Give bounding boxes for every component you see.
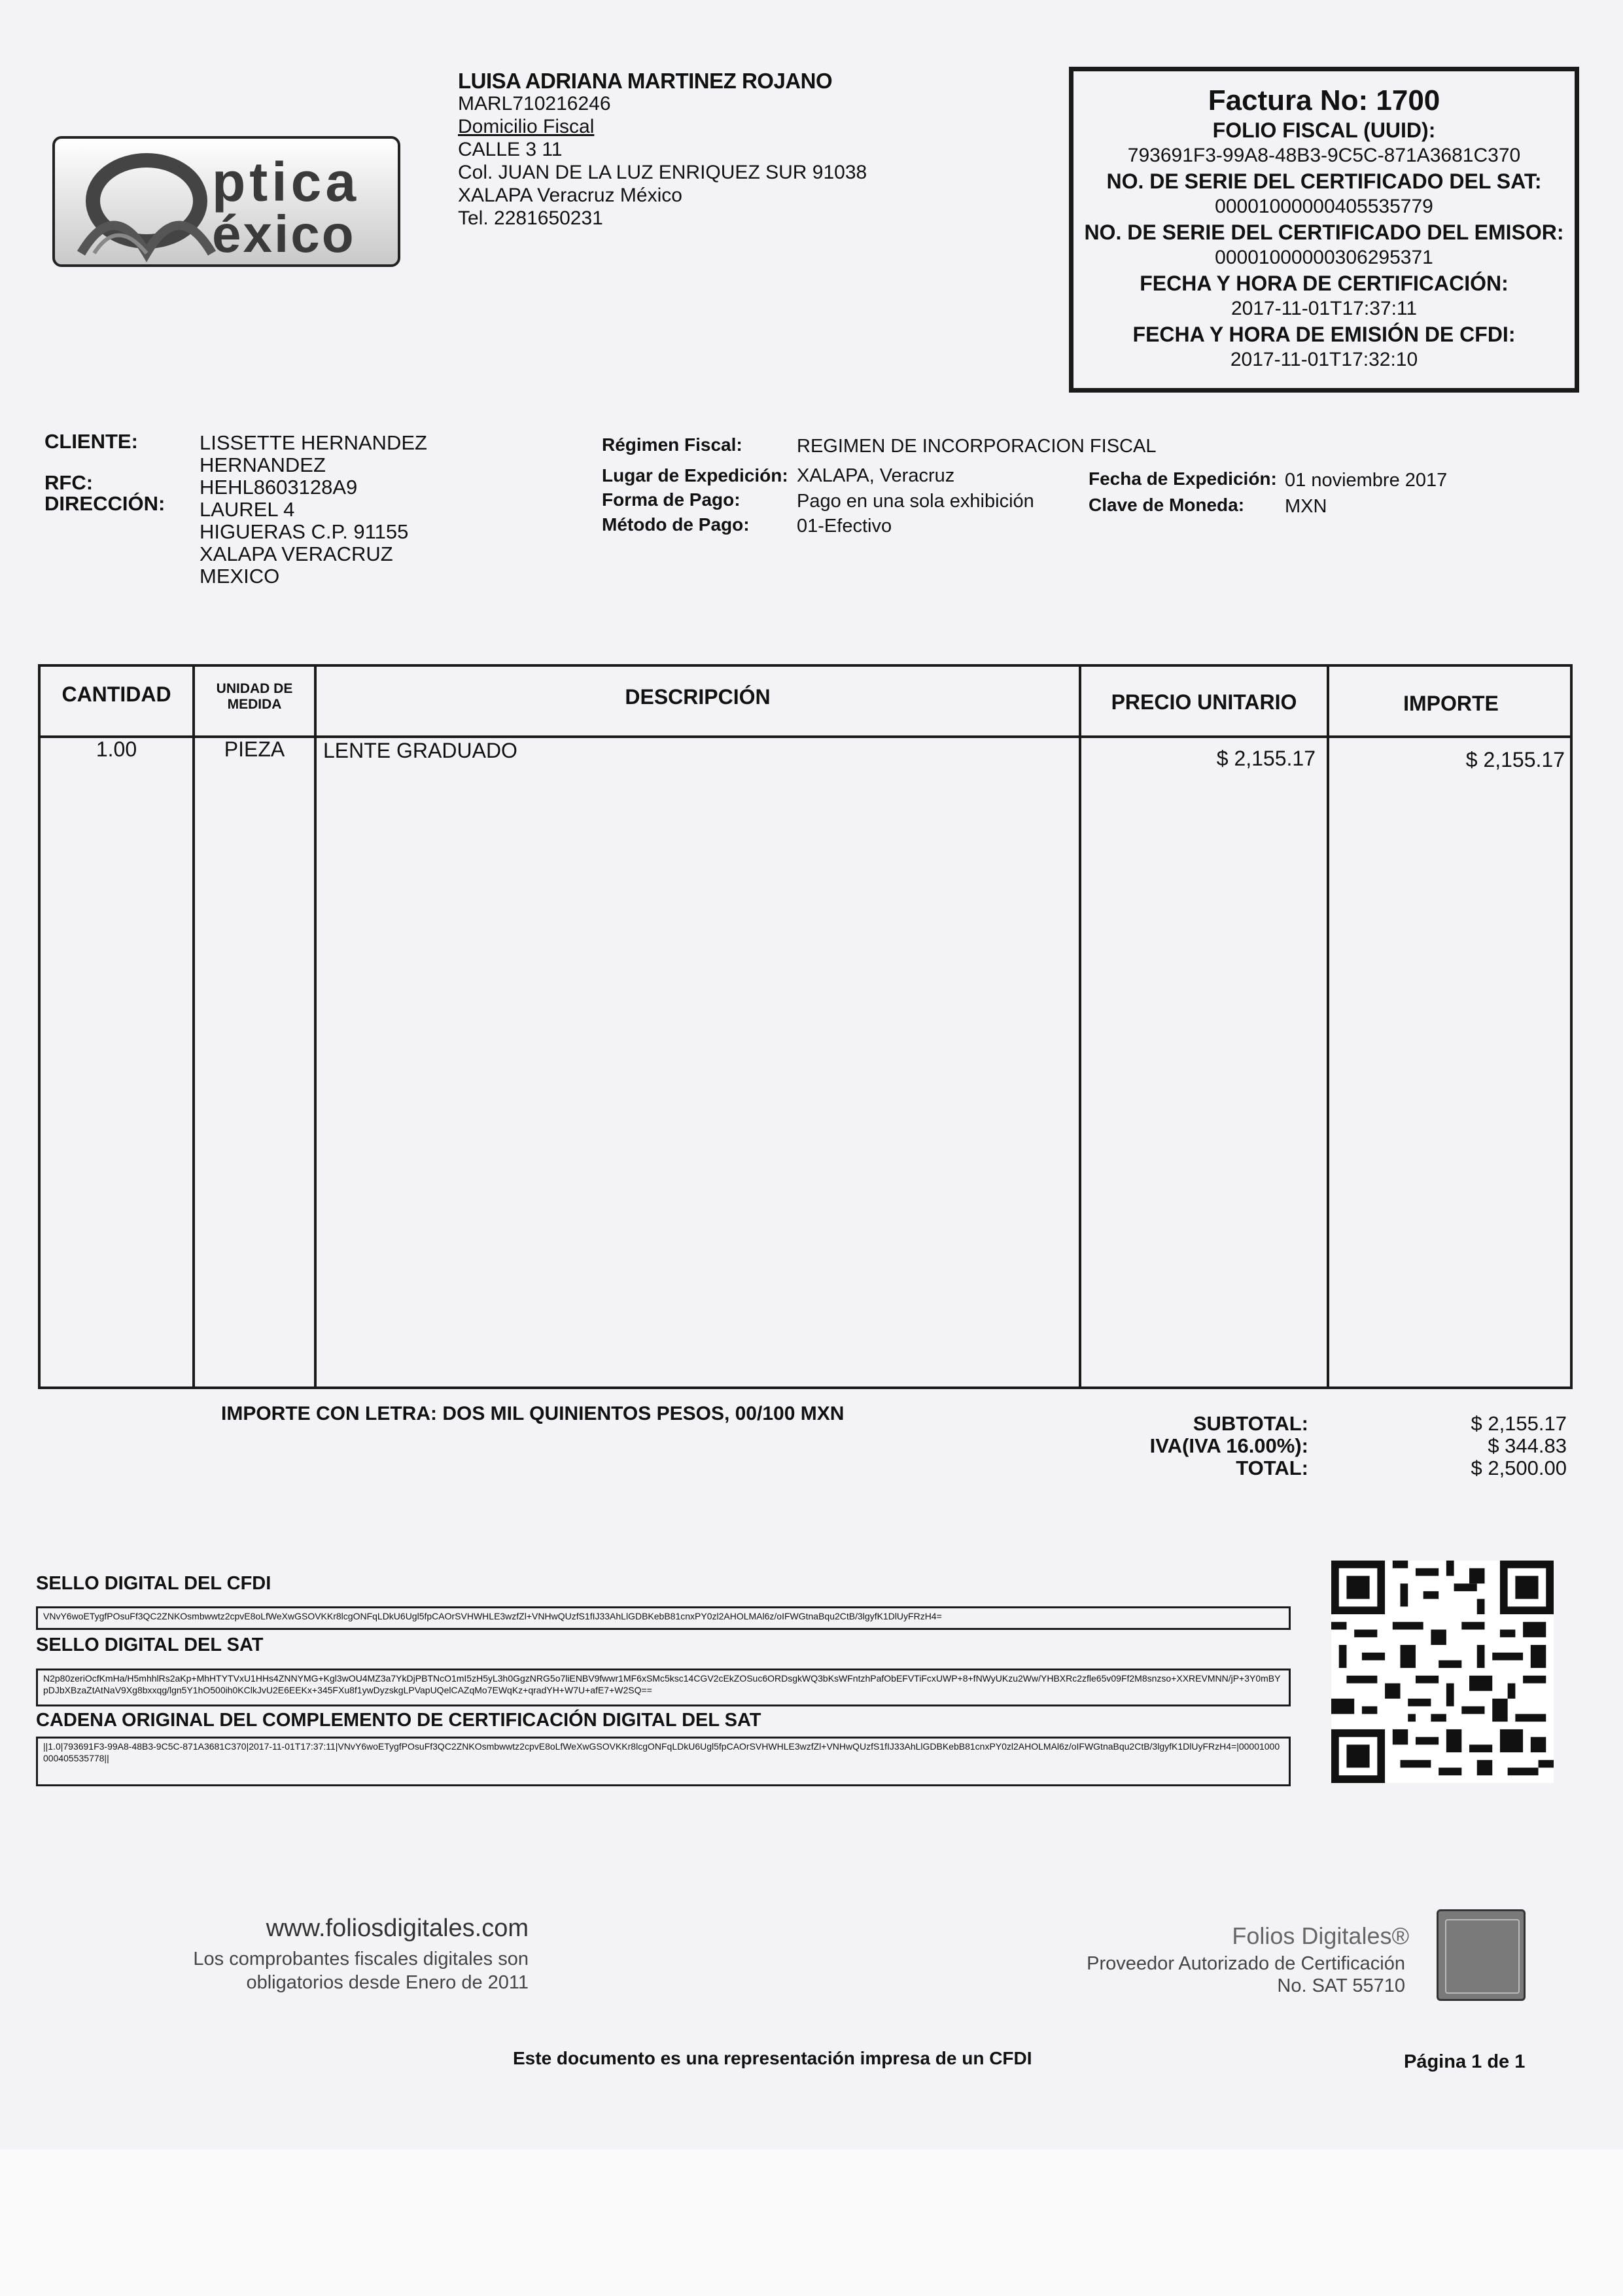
row-precio: $ 2,155.17 bbox=[1216, 747, 1316, 770]
footer-note-line2: obligatorios desde Enero de 2011 bbox=[246, 1972, 529, 1993]
client-name-line2: HERNANDEZ bbox=[200, 453, 326, 476]
emitter-rfc: MARL710216246 bbox=[458, 93, 611, 115]
regimen-value: REGIMEN DE INCORPORACION FISCAL bbox=[797, 436, 1157, 457]
subtotal-value: $ 2,155.17 bbox=[1471, 1412, 1567, 1435]
row-descripcion: LENTE GRADUADO bbox=[323, 739, 517, 762]
header-precio: PRECIO UNITARIO bbox=[1111, 690, 1297, 714]
sat-cert-value: 00001000000405535779 bbox=[1215, 196, 1433, 217]
subtotal-label: SUBTOTAL: bbox=[1193, 1412, 1308, 1435]
footer-note-line1: Los comprobantes fiscales digitales son bbox=[193, 1949, 529, 1969]
emitter-name: LUISA ADRIANA MARTINEZ ROJANO bbox=[458, 69, 833, 93]
cadena-original-value: ||1.0|793691F3-99A8-48B3-9C5C-871A3681C370|2017-11-01T17:37:11|VNvY6woETygfPOsuFf3QC2ZNKOsmbwwtz2cpvE8oLfWeXwGSOVKKr8lcgONFqLDkU6Ugl5fpCAOrSVHWHLE3wzfZl+VNHwQUzfS1fIJ33AhLlGDBKebB81cnxPY0zl2AHOLMAl6z/oIFWGtnaBqu2CtB/3lgyfK1DlUyFRzH4=|00001000000405535778|| bbox=[36, 1737, 1291, 1786]
client-label: CLIENTE: bbox=[44, 430, 138, 453]
emission-date-label: FECHA Y HORA DE EMISIÓN DE CFDI: bbox=[1132, 323, 1516, 346]
logo-text-bottom: éxico bbox=[212, 205, 356, 263]
moneda-value: MXN bbox=[1285, 496, 1327, 517]
row-importe: $ 2,155.17 bbox=[1465, 748, 1565, 771]
column-divider bbox=[314, 667, 317, 1386]
cert-date-value: 2017-11-01T17:37:11 bbox=[1230, 298, 1418, 319]
sello-sat-label: SELLO DIGITAL DEL SAT bbox=[36, 1634, 264, 1655]
total-label: TOTAL: bbox=[1236, 1457, 1308, 1479]
client-address-line4: MEXICO bbox=[200, 565, 280, 588]
client-name-line1: LISSETTE HERNANDEZ bbox=[200, 431, 427, 454]
moneda-label: Clave de Moneda: bbox=[1089, 495, 1245, 515]
folio-value: 793691F3-99A8-48B3-9C5C-871A3681C370 bbox=[1127, 145, 1521, 166]
column-divider bbox=[1327, 667, 1329, 1386]
header-descripcion: DESCRIPCIÓN bbox=[625, 685, 771, 709]
emitter-colony: Col. JUAN DE LA LUZ ENRIQUEZ SUR 91038 bbox=[458, 162, 867, 183]
metodo-value: 01-Efectivo bbox=[797, 516, 892, 537]
footer-note bbox=[71, 1947, 529, 1994]
client-address-line1: LAUREL 4 bbox=[200, 498, 295, 521]
emisor-cert-label: NO. DE SERIE DEL CERTIFICADO DEL EMISOR: bbox=[1084, 221, 1564, 244]
header-unidad bbox=[195, 681, 314, 713]
logo-text-top: ptica bbox=[212, 151, 360, 213]
emitter-street: CALLE 3 11 bbox=[458, 139, 563, 160]
page-bottom-margin bbox=[0, 2149, 1623, 2296]
page-number: Página 1 de 1 bbox=[1404, 2051, 1526, 2072]
client-name bbox=[200, 432, 427, 588]
iva-label: IVA(IVA 16.00%): bbox=[1149, 1434, 1308, 1457]
column-divider bbox=[192, 667, 195, 1386]
sello-sat-value: N2p80zeriOcfKmHa/H5mhhlRs2aKp+MhHTYTVxU1HHs4ZNNYMG+Kgl3wOU4MZ3a7YkDjPBTNcO1mI5zH5yL3h0GgzNRG5o7liENBV9fwwr1MF6xSMc5ksc14CGV2cEkZOSuc6ORDsgkWQ3bKsWFntzhPafObEFVTiFcxUWP+8+fNWyUKzu2Ww/YHBXRc2zfle65v09Ff2M8snzso+XXREVMNN/jP+3Y0mBYpDJbXBzaZtAtNaV9Xg8bxxqg/lgn5Y1hO500ih0KClkJvU2E6EEKx+345FXu8f1ywDyzskgLPVapUQelCAZqMo7EWqKz+qradYH+W7U+afE7+W2SQ== bbox=[36, 1669, 1291, 1706]
provider-line2: No. SAT 55710 bbox=[1277, 1975, 1405, 1996]
client-address-line3: XALAPA VERACRUZ bbox=[200, 542, 393, 565]
footer-website: www.foliosdigitales.com bbox=[266, 1915, 529, 1942]
qr-code bbox=[1331, 1561, 1554, 1783]
provider-name: Folios Digitales® bbox=[1232, 1922, 1409, 1949]
domicilio-label: Domicilio Fiscal bbox=[458, 116, 595, 137]
cert-date-label: FECHA Y HORA DE CERTIFICACIÓN: bbox=[1140, 272, 1509, 295]
rfc-label: RFC: bbox=[44, 471, 94, 494]
address-label: DIRECCIÓN: bbox=[44, 492, 166, 515]
provider-info bbox=[947, 1952, 1405, 1997]
header-unidad-line1: UNIDAD DE bbox=[216, 681, 293, 696]
header-unidad-line2: MEDIDA bbox=[227, 697, 282, 712]
regimen-label: Régimen Fiscal: bbox=[602, 434, 742, 455]
column-divider bbox=[1079, 667, 1081, 1386]
client-rfc: HEHL8603128A9 bbox=[200, 476, 358, 499]
emitter-city: XALAPA Veracruz México bbox=[458, 185, 682, 206]
sello-cfdi-value: VNvY6woETygfPOsuFf3QC2ZNKOsmbwwtz2cpvE8oLfWeXwGSOVKKr8lcgONFqLDkU6Ugl5fpCAOrSVHWHLE3wzfZl+VNHwQUzfS1fIJ33AhLlGDBKebB81cnxPY0zl2AHOLMAl6z/oIFWGtnaBqu2CtB/3lgyfK1DlUyFRzH4= bbox=[36, 1606, 1291, 1630]
invoice-info-box bbox=[1069, 67, 1579, 393]
emission-date-value: 2017-11-01T17:32:10 bbox=[1230, 349, 1418, 370]
iva-value: $ 344.83 bbox=[1488, 1434, 1567, 1457]
fecha-expedicion-value: 01 noviembre 2017 bbox=[1285, 470, 1448, 491]
cadena-original-label: CADENA ORIGINAL DEL COMPLEMENTO DE CERTIFICACIÓN DIGITAL DEL SAT bbox=[36, 1710, 761, 1731]
lugar-label: Lugar de Expedición: bbox=[602, 465, 788, 486]
header-importe: IMPORTE bbox=[1403, 692, 1499, 715]
invoice-number: Factura No: 1700 bbox=[1208, 84, 1440, 116]
sat-badge-icon bbox=[1437, 1909, 1526, 2001]
row-cantidad: 1.00 bbox=[96, 737, 137, 761]
header-cantidad: CANTIDAD bbox=[61, 682, 171, 706]
optica-mexico-logo bbox=[52, 136, 400, 267]
folio-label: FOLIO FISCAL (UUID): bbox=[1212, 118, 1436, 142]
total-value: $ 2,500.00 bbox=[1471, 1457, 1567, 1479]
client-address-line2: HIGUERAS C.P. 91155 bbox=[200, 520, 409, 543]
lugar-value: XALAPA, Veracruz bbox=[797, 465, 955, 486]
sat-cert-label: NO. DE SERIE DEL CERTIFICADO DEL SAT: bbox=[1106, 169, 1542, 193]
forma-label: Forma de Pago: bbox=[602, 489, 741, 510]
sello-cfdi-label: SELLO DIGITAL DEL CFDI bbox=[36, 1573, 271, 1594]
row-unidad: PIEZA bbox=[224, 737, 285, 761]
provider-line1: Proveedor Autorizado de Certificación bbox=[1087, 1953, 1405, 1974]
emitter-phone: Tel. 2281650231 bbox=[458, 207, 603, 229]
cfdi-representation-note: Este documento es una representación impresa de un CFDI bbox=[513, 2048, 1032, 2068]
items-table bbox=[38, 664, 1573, 1389]
amount-in-words: IMPORTE CON LETRA: DOS MIL QUINIENTOS PESOS, 00/100 MXN bbox=[221, 1403, 845, 1424]
forma-value: Pago en una sola exhibición bbox=[797, 491, 1034, 512]
emisor-cert-value: 00001000000306295371 bbox=[1215, 247, 1433, 268]
emitter-info bbox=[458, 69, 867, 230]
metodo-label: Método de Pago: bbox=[602, 514, 750, 535]
fecha-expedicion-label: Fecha de Expedición: bbox=[1089, 468, 1277, 489]
